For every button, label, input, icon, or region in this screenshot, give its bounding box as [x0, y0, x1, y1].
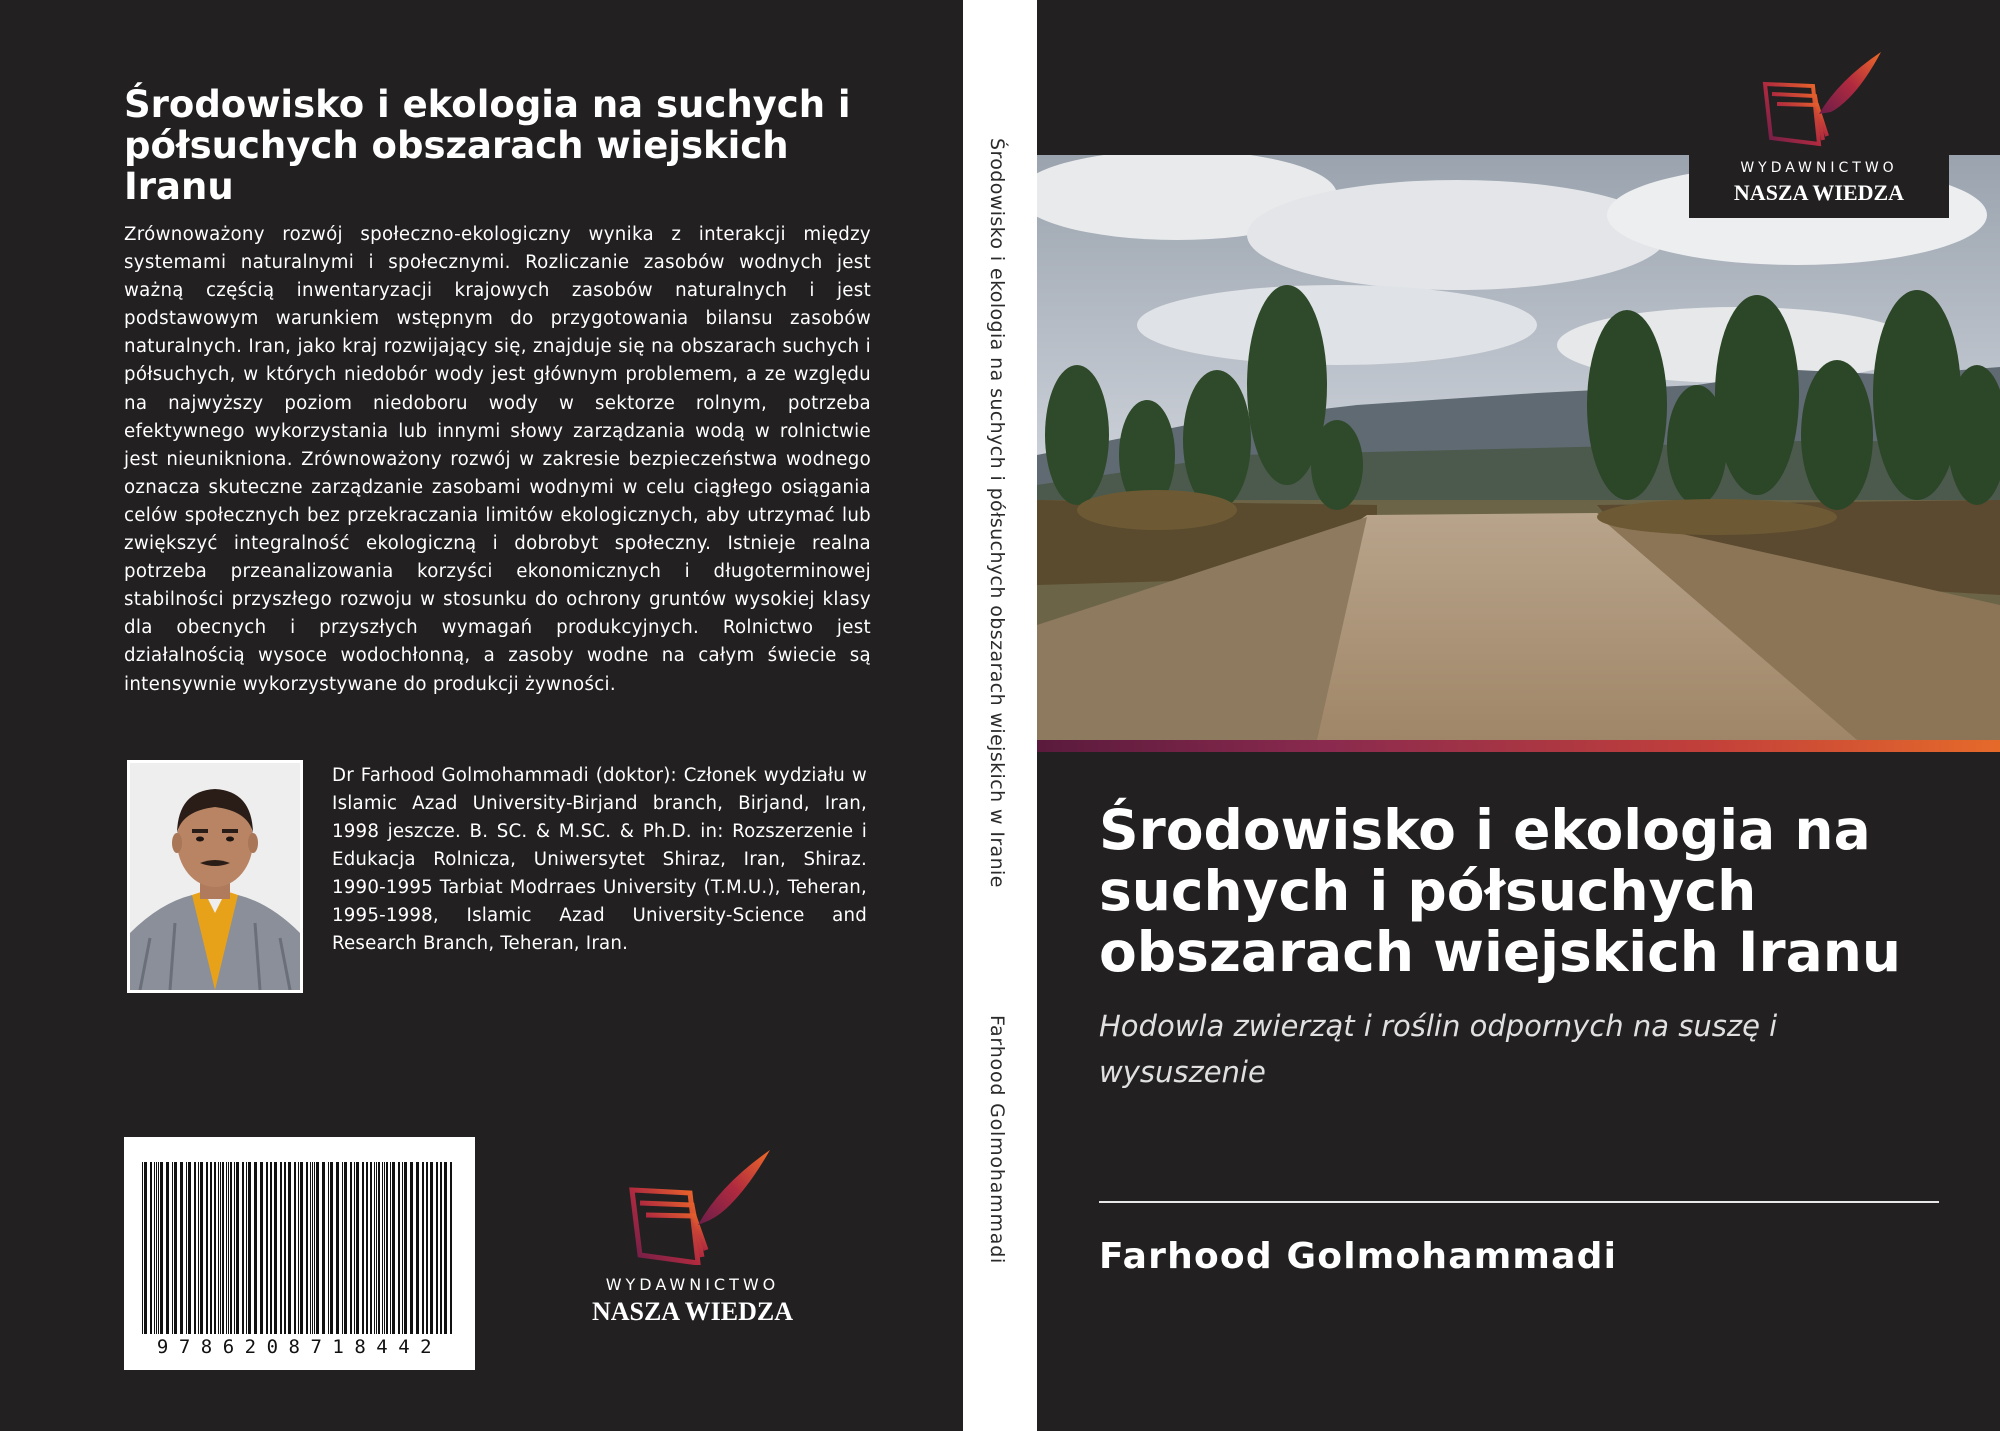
barcode-bar [150, 1162, 152, 1334]
barcode-bar [142, 1162, 143, 1334]
barcode-bar [366, 1162, 368, 1334]
barcode-bar [234, 1162, 235, 1334]
barcode-bar [254, 1162, 257, 1334]
barcode-bar [284, 1162, 286, 1334]
barcode-bar [266, 1162, 268, 1334]
barcode-bar [288, 1162, 291, 1334]
barcode-bar [270, 1162, 272, 1334]
barcode-bar [260, 1162, 263, 1334]
book-quill-icon [1689, 52, 1949, 152]
barcode-bar [274, 1162, 277, 1334]
barcode-bar [230, 1162, 232, 1334]
back-cover [0, 0, 963, 1431]
barcode-bar [410, 1162, 413, 1334]
cover-photo [1037, 155, 2000, 740]
barcode-bar [328, 1162, 329, 1334]
barcode-bar [378, 1162, 380, 1334]
barcode-bar [154, 1162, 155, 1334]
barcode-bar [242, 1162, 244, 1334]
dirt-road-landscape-image [1037, 155, 2000, 740]
back-cover-title: Środowisko i ekologia na suchych i półsuchych obszarach wiejskich Iranu [124, 83, 851, 208]
barcode-icon [142, 1162, 457, 1334]
barcode-bar [430, 1162, 433, 1334]
publisher-line1-back: WYDAWNICTWO [605, 1275, 780, 1294]
barcode-bar [436, 1162, 438, 1334]
barcode-bar [248, 1162, 251, 1334]
barcode-bar [156, 1162, 157, 1334]
barcode-bar [174, 1162, 177, 1334]
barcode-bar [402, 1162, 403, 1334]
barcode-bar [354, 1162, 355, 1334]
barcode-bar [214, 1162, 216, 1334]
barcode-bar [228, 1162, 229, 1334]
barcode-bar [188, 1162, 191, 1334]
divider [1099, 1201, 1939, 1203]
barcode-bar [312, 1162, 313, 1334]
front-cover-subtitle: Hodowla zwierząt i roślin odpornych na suszę i wysuszenie [1099, 1009, 1778, 1089]
front-cover-title: Środowisko i ekologia na suchych i półsuchych obszarach wiejskich Iranu [1099, 798, 1902, 984]
barcode-bar [316, 1162, 319, 1334]
barcode-bar [440, 1162, 442, 1334]
book-quill-icon [570, 1145, 815, 1265]
barcode-bar [180, 1162, 183, 1334]
barcode-bar [404, 1162, 407, 1334]
barcode-bar [298, 1162, 299, 1334]
barcode-bar [384, 1162, 385, 1334]
publisher-line2-back: NASZA WIEDZA [591, 1297, 794, 1326]
barcode-bar [330, 1162, 333, 1334]
barcode-bar [280, 1162, 282, 1334]
barcode-bar [382, 1162, 383, 1334]
barcode-bar [450, 1162, 452, 1334]
barcode-bar [220, 1162, 221, 1334]
barcode-bar [158, 1162, 159, 1334]
barcode-bar [314, 1162, 315, 1334]
barcode-bar [226, 1162, 227, 1334]
barcode-bar [386, 1162, 388, 1334]
isbn-digits: 9786208718442 [156, 1336, 443, 1358]
barcode-bar [374, 1162, 375, 1334]
barcode-bar [236, 1162, 239, 1334]
barcode-bar [356, 1162, 359, 1334]
barcode-bar [186, 1162, 187, 1334]
barcode-bar [194, 1162, 196, 1334]
barcode-bar [294, 1162, 296, 1334]
barcode-bar [390, 1162, 391, 1334]
barcode-bar [246, 1162, 247, 1334]
barcode-bar [206, 1162, 208, 1334]
publisher-logo-back [570, 1145, 815, 1335]
barcode-bar [322, 1162, 325, 1334]
publisher-logo-front [1689, 52, 1949, 218]
front-cover-author: Farhood Golmohammadi [1099, 1236, 1618, 1277]
barcode-bar [370, 1162, 372, 1334]
barcode-bar [350, 1162, 352, 1334]
isbn-barcode [124, 1137, 475, 1370]
spine-title: Środowisko i ekologia na suchych i półsuchych obszarach wiejskich w Iranie [986, 138, 1008, 888]
publisher-line1-front: WYDAWNICTWO [1740, 160, 1898, 176]
barcode-bar [306, 1162, 308, 1334]
barcode-bar [198, 1162, 199, 1334]
barcode-bar [392, 1162, 395, 1334]
barcode-bar [210, 1162, 212, 1334]
back-cover-blurb: Zrównoważony rozwój społeczno-ekologiczny wynika z interakcji między systemami naturalnymi i społecznymi. Rozliczanie zasobów wodnych jest ważną częścią inwentaryzacji krajowych zasobów naturalnych i jest podstawowym warunkiem wstępnym do przygotowania bilansu zasobów naturalnych. Iran, jako kraj rozwijający się, znajduje się na obszarach suchych i półsuchych, w których niedobór wody jest głównym problemem, a ze względu na najwyższy poziom niedoboru wody w sektorze rolnym, potrzeba efektywnego wykorzystania lub innymi słowy zarządzania wodą w rolnictwie jest nieunikniona. Zrównoważony rozwój w zakresie bezpieczeństwa wodnego oznacza skuteczne zarządzanie zasobami wodnymi w celu ciągłego osiągania celów społecznych bez przekraczania limitów ekologicznych, aby utrzymać lub zwiększyć integralność ekologiczną i dobrobyt społeczny. Istnieje realna potrzeba przeanalizowania korzyści ekonomicznych i długoterminowej stabilności przyszłego rozwoju w stosunku do ochrony gruntów wysokiej klasy dla obecnych i przyszłych wymagań produkcyjnych. Rolnictwo jest działalnością wysoce wodochłonną, a zasoby wodne na całym świecie są intensywnie wykorzystywane do produkcji żywności. [124, 224, 871, 695]
barcode-bar [416, 1162, 419, 1334]
publisher-line2-front: NASZA WIEDZA [1733, 180, 1905, 205]
barcode-bar [200, 1162, 203, 1334]
barcode-bar [144, 1162, 147, 1334]
barcode-bar [426, 1162, 428, 1334]
barcode-bar [166, 1162, 169, 1334]
front-cover [1037, 0, 2000, 1431]
barcode-bar [160, 1162, 163, 1334]
accent-bar [1037, 740, 2000, 752]
barcode-bar [344, 1162, 347, 1334]
barcode-bar [300, 1162, 303, 1334]
author-bio: Dr Farhood Golmohammadi (doktor): Członek wydziału w Islamic Azad University-Birjand branch, Birjand, Iran, 1998 jeszcze. B. SC. & M.SC. & Ph.D. in: Rozszerzenie i Edukacja Rolnicza, Uniwersytet Shiraz, Iran, Shiraz. 1990-1995 Tarbiat Modrraes University (T.M.U.), Teheran, 1995-1998, Islamic Azad University-Science and Research Branch, Teheran, Iran. [332, 765, 867, 954]
spine [963, 0, 1037, 1431]
barcode-bar [362, 1162, 364, 1334]
barcode-bar [422, 1162, 424, 1334]
barcode-bar [336, 1162, 339, 1334]
author-photo [127, 760, 303, 993]
barcode-bar [444, 1162, 447, 1334]
barcode-bar [222, 1162, 224, 1334]
barcode-bar [342, 1162, 343, 1334]
barcode-bar [398, 1162, 400, 1334]
barcode-bar [310, 1162, 311, 1334]
barcode-bar [376, 1162, 377, 1334]
barcode-bar [172, 1162, 173, 1334]
spine-author: Farhood Golmohammadi [986, 1015, 1008, 1265]
barcode-bar [218, 1162, 219, 1334]
